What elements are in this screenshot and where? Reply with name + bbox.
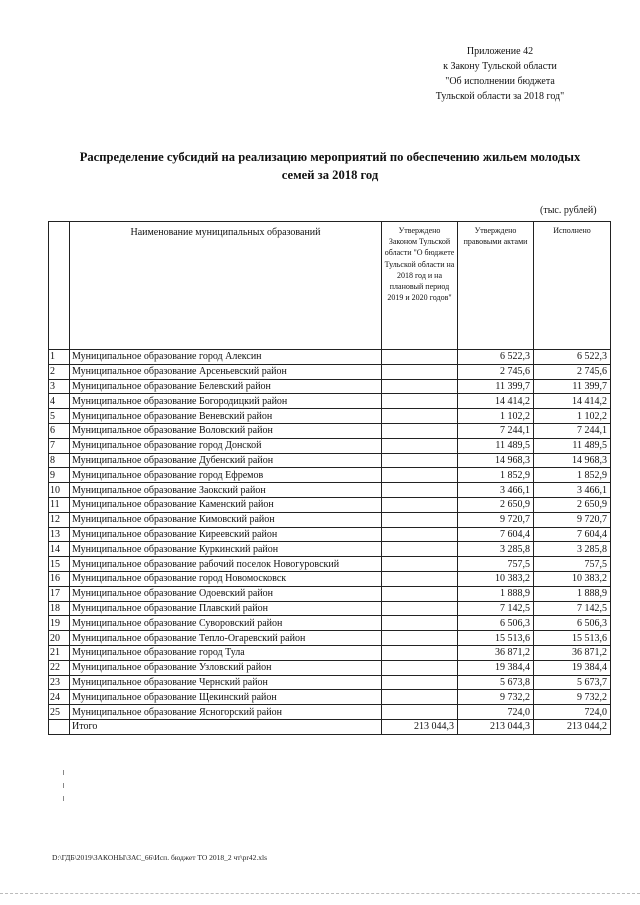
approved-law-value [382, 675, 458, 690]
approved-law-value [382, 409, 458, 424]
table-row [49, 409, 611, 424]
scan-marks [60, 770, 68, 810]
executed-value: 7 142,5 [534, 601, 611, 616]
row-number: 2 [49, 364, 70, 379]
executed-value: 19 384,4 [534, 660, 611, 675]
row-number: 9 [49, 468, 70, 483]
header-name: Наименование муниципальных образований [70, 222, 382, 350]
approved-acts-value: 724,0 [458, 705, 534, 720]
municipality-name: Муниципальное образование Воловский район [70, 423, 382, 438]
approved-acts-value: 19 384,4 [458, 660, 534, 675]
approved-law-value [382, 705, 458, 720]
approved-acts-value: 11 399,7 [458, 379, 534, 394]
table-row [49, 542, 611, 557]
unit-label: (тыс. рублей) [540, 205, 597, 216]
appendix-line: "Об исполнении бюджета [445, 76, 555, 87]
row-number: 5 [49, 409, 70, 424]
row-number: 25 [49, 705, 70, 720]
table-row [49, 631, 611, 646]
municipality-name: Муниципальное образование Куркинский район [70, 542, 382, 557]
row-number: 21 [49, 645, 70, 660]
executed-value: 6 506,3 [534, 616, 611, 631]
municipality-name: Муниципальное образование город Донской [70, 438, 382, 453]
approved-law-value [382, 453, 458, 468]
approved-law-value [382, 423, 458, 438]
executed-value: 757,5 [534, 557, 611, 572]
executed-value: 2 745,6 [534, 364, 611, 379]
header-executed: Исполнено [534, 222, 611, 350]
approved-law-value [382, 690, 458, 705]
approved-law-value [382, 542, 458, 557]
approved-acts-value: 3 285,8 [458, 542, 534, 557]
approved-acts-value: 14 968,3 [458, 453, 534, 468]
executed-value: 14 414,2 [534, 394, 611, 409]
municipality-name: Муниципальное образование Узловский район [70, 660, 382, 675]
header-num [49, 222, 70, 350]
municipality-name: Муниципальное образование Ясногорский район [70, 705, 382, 720]
approved-acts-value: 6 506,3 [458, 616, 534, 631]
approved-acts-value: 15 513,6 [458, 631, 534, 646]
municipality-name: Муниципальное образование Веневский район [70, 409, 382, 424]
executed-value: 36 871,2 [534, 645, 611, 660]
municipality-name: Муниципальное образование Заокский район [70, 483, 382, 498]
row-number: 7 [49, 438, 70, 453]
approved-law-value [382, 645, 458, 660]
approved-law-value [382, 468, 458, 483]
table-row [49, 468, 611, 483]
table-row [49, 512, 611, 527]
table-row [49, 571, 611, 586]
approved-law-value [382, 557, 458, 572]
row-number: 4 [49, 394, 70, 409]
approved-acts-value: 9 732,2 [458, 690, 534, 705]
table-row [49, 394, 611, 409]
table-row [49, 438, 611, 453]
executed-value: 9 720,7 [534, 512, 611, 527]
approved-acts-value: 3 466,1 [458, 483, 534, 498]
municipality-name: Муниципальное образование Белевский район [70, 379, 382, 394]
table-row [49, 497, 611, 512]
approved-acts-value: 1 888,9 [458, 586, 534, 601]
executed-value: 6 522,3 [534, 350, 611, 365]
table-row [49, 675, 611, 690]
executed-value: 7 244,1 [534, 423, 611, 438]
table-row [49, 350, 611, 365]
municipality-name: Муниципальное образование Плавский район [70, 601, 382, 616]
municipality-name: Муниципальное образование город Алексин [70, 350, 382, 365]
row-number: 15 [49, 557, 70, 572]
approved-acts-value: 2 650,9 [458, 497, 534, 512]
municipality-name: Муниципальное образование Киреевский район [70, 527, 382, 542]
municipality-name: Муниципальное образование Одоевский район [70, 586, 382, 601]
approved-acts-value: 6 522,3 [458, 350, 534, 365]
row-number: 6 [49, 423, 70, 438]
row-number: 18 [49, 601, 70, 616]
table-row [49, 453, 611, 468]
approved-acts-value: 9 720,7 [458, 512, 534, 527]
table-row [49, 616, 611, 631]
appendix-line: к Закону Тульской области [443, 61, 557, 72]
table-row [49, 483, 611, 498]
executed-value: 10 383,2 [534, 571, 611, 586]
municipality-name: Муниципальное образование город Тула [70, 645, 382, 660]
table-row [49, 527, 611, 542]
executed-value: 15 513,6 [534, 631, 611, 646]
municipality-name: Муниципальное образование Богородицкий район [70, 394, 382, 409]
approved-law-value [382, 483, 458, 498]
table-row [49, 705, 611, 720]
municipality-name: Муниципальное образование город Ефремов [70, 468, 382, 483]
row-number: 1 [49, 350, 70, 365]
table-row [49, 364, 611, 379]
total-executed: 213 044,2 [534, 719, 611, 734]
appendix-line: Тульской области за 2018 год" [435, 91, 565, 102]
approved-acts-value: 10 383,2 [458, 571, 534, 586]
row-number: 20 [49, 631, 70, 646]
row-number: 14 [49, 542, 70, 557]
executed-value: 14 968,3 [534, 453, 611, 468]
row-number: 16 [49, 571, 70, 586]
total-number [49, 719, 70, 734]
title-line: семей за 2018 год [281, 168, 379, 182]
table-header-row [49, 222, 611, 350]
approved-law-value [382, 660, 458, 675]
executed-value: 9 732,2 [534, 690, 611, 705]
total-approved-acts: 213 044,3 [458, 719, 534, 734]
title-line: Распределение субсидий на реализацию мероприятий по обеспечению жильем молодых [79, 150, 581, 164]
row-number: 22 [49, 660, 70, 675]
municipality-name: Муниципальное образование Каменский район [70, 497, 382, 512]
table-row [49, 690, 611, 705]
approved-law-value [382, 350, 458, 365]
row-number: 13 [49, 527, 70, 542]
approved-law-value [382, 512, 458, 527]
approved-law-value [382, 586, 458, 601]
approved-acts-value: 757,5 [458, 557, 534, 572]
approved-law-value [382, 631, 458, 646]
table-row [49, 645, 611, 660]
executed-value: 724,0 [534, 705, 611, 720]
municipality-name: Муниципальное образование Арсеньевский район [70, 364, 382, 379]
row-number: 24 [49, 690, 70, 705]
approved-law-value [382, 379, 458, 394]
approved-acts-value: 1 852,9 [458, 468, 534, 483]
approved-law-value [382, 364, 458, 379]
executed-value: 11 399,7 [534, 379, 611, 394]
table-row [49, 379, 611, 394]
approved-law-value [382, 527, 458, 542]
total-row [49, 719, 611, 734]
municipality-name: Муниципальное образование город Новомосковск [70, 571, 382, 586]
table-row [49, 423, 611, 438]
scan-divider [0, 893, 640, 895]
total-approved-law: 213 044,3 [382, 719, 458, 734]
approved-law-value [382, 497, 458, 512]
row-number: 8 [49, 453, 70, 468]
row-number: 3 [49, 379, 70, 394]
approved-law-value [382, 394, 458, 409]
approved-acts-value: 1 102,2 [458, 409, 534, 424]
table-row [49, 601, 611, 616]
document-title [50, 148, 610, 184]
executed-value: 2 650,9 [534, 497, 611, 512]
approved-law-value [382, 571, 458, 586]
approved-law-value [382, 601, 458, 616]
municipality-name: Муниципальное образование Щекинский район [70, 690, 382, 705]
executed-value: 3 466,1 [534, 483, 611, 498]
file-path: D:\ГДБ\2019\ЗАКОНЫ\ЗАС_66\Исп. бюджет ТО 2018_2 чт\pr42.xls [52, 853, 268, 862]
appendix-block [420, 44, 580, 104]
municipality-name: Муниципальное образование Кимовский район [70, 512, 382, 527]
row-number: 11 [49, 497, 70, 512]
municipality-name: Муниципальное образование Тепло-Огаревский район [70, 631, 382, 646]
approved-acts-value: 7 604,4 [458, 527, 534, 542]
table-row [49, 586, 611, 601]
executed-value: 3 285,8 [534, 542, 611, 557]
executed-value: 7 604,4 [534, 527, 611, 542]
table-row [49, 660, 611, 675]
subsidy-table [48, 221, 611, 735]
header-approved-law: Утверждено Законом Тульской области "О бюджете Тульской области на 2018 год и на плановый период 2019 и 2020 годов" [382, 222, 458, 350]
executed-value: 1 852,9 [534, 468, 611, 483]
approved-acts-value: 11 489,5 [458, 438, 534, 453]
approved-acts-value: 7 244,1 [458, 423, 534, 438]
approved-acts-value: 36 871,2 [458, 645, 534, 660]
executed-value: 1 888,9 [534, 586, 611, 601]
row-number: 23 [49, 675, 70, 690]
header-approved-acts: Утверждено правовыми актами [458, 222, 534, 350]
approved-law-value [382, 438, 458, 453]
table-body [49, 350, 611, 735]
approved-acts-value: 14 414,2 [458, 394, 534, 409]
municipality-name: Муниципальное образование Дубенский район [70, 453, 382, 468]
row-number: 17 [49, 586, 70, 601]
row-number: 12 [49, 512, 70, 527]
table-row [49, 557, 611, 572]
row-number: 19 [49, 616, 70, 631]
total-label: Итого [70, 719, 382, 734]
approved-acts-value: 5 673,8 [458, 675, 534, 690]
approved-acts-value: 7 142,5 [458, 601, 534, 616]
executed-value: 1 102,2 [534, 409, 611, 424]
executed-value: 5 673,7 [534, 675, 611, 690]
appendix-line: Приложение 42 [466, 46, 534, 57]
executed-value: 11 489,5 [534, 438, 611, 453]
row-number: 10 [49, 483, 70, 498]
municipality-name: Муниципальное образование Суворовский район [70, 616, 382, 631]
approved-law-value [382, 616, 458, 631]
approved-acts-value: 2 745,6 [458, 364, 534, 379]
municipality-name: Муниципальное образование рабочий поселок Новогуровский [70, 557, 382, 572]
municipality-name: Муниципальное образование Чернский район [70, 675, 382, 690]
